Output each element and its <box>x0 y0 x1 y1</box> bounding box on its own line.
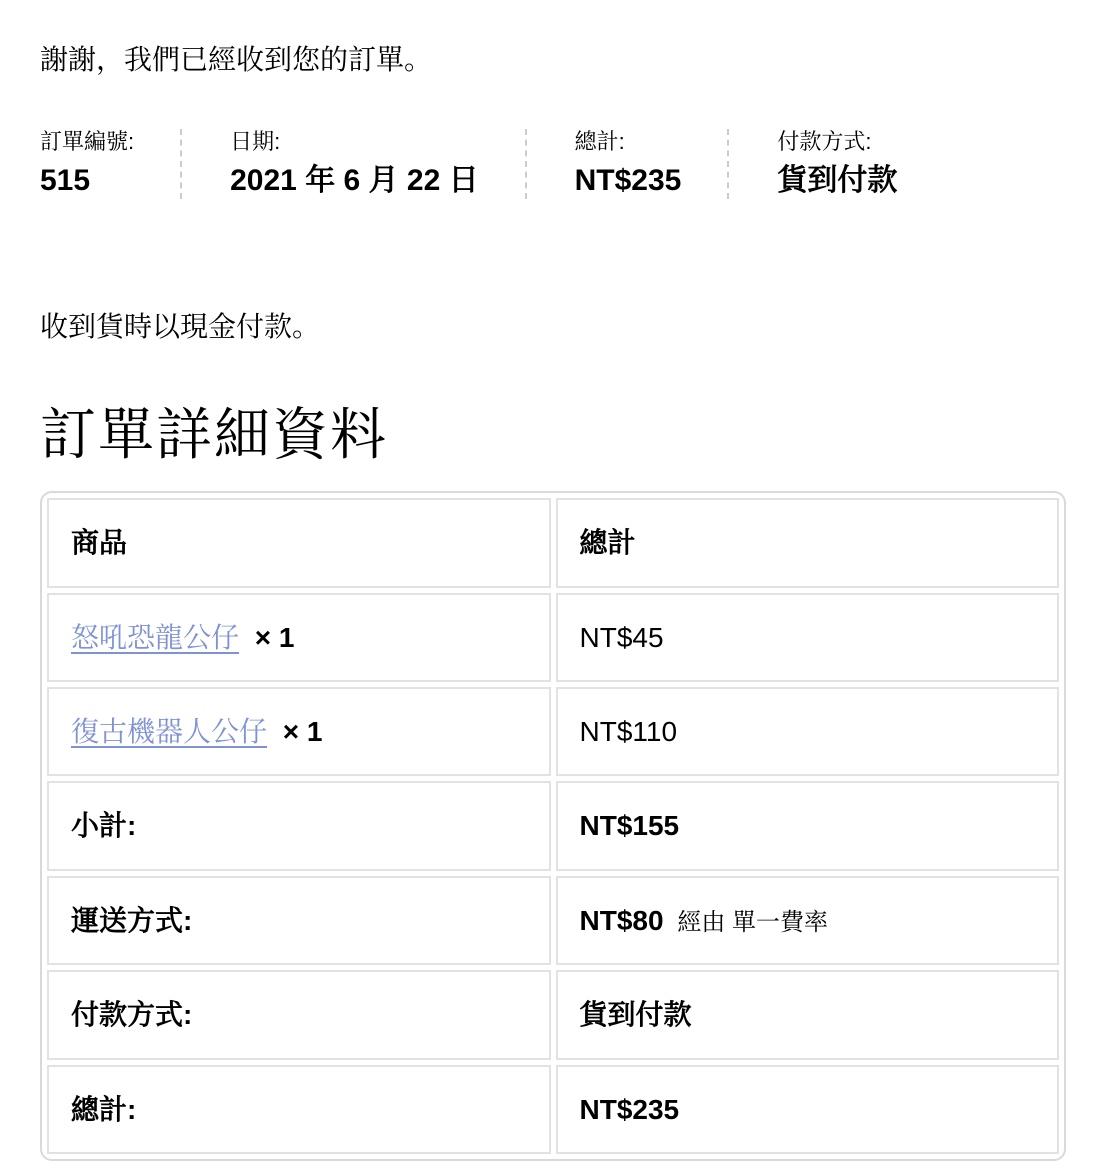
order-details-table <box>40 491 1066 1161</box>
shipping-value-cell <box>556 876 1060 965</box>
order-details-heading: 訂單詳細資料 <box>40 403 388 467</box>
total-value: NT$235 <box>574 164 682 198</box>
product-link[interactable]: 怒吼恐龍公仔 <box>71 621 240 653</box>
order-received-message: 謝謝，我們已經收到您的訂單。 <box>40 44 433 75</box>
shipping-value: NT$80 <box>579 904 664 936</box>
column-header-total: 總計 <box>556 498 1060 587</box>
order-overview <box>40 129 1066 199</box>
subtotal-value: NT$155 <box>579 810 680 842</box>
overview-payment-method <box>777 129 897 199</box>
product-cell <box>47 687 551 776</box>
product-row <box>47 593 1059 682</box>
date-label: 日期: <box>230 129 281 154</box>
table-header-row <box>47 498 1059 587</box>
payment-method-row-label: 付款方式: <box>47 970 551 1059</box>
overview-date <box>230 129 526 199</box>
product-quantity: × 1 <box>282 715 323 747</box>
product-total-cell: NT$110 <box>556 687 1060 776</box>
date-value: 2021 年 6 月 22 日 <box>230 164 479 198</box>
order-received-page <box>40 42 1066 1161</box>
order-total-value-cell <box>556 1065 1060 1154</box>
overview-order-number <box>40 129 182 199</box>
payment-method-value: 貨到付款 <box>777 164 898 198</box>
summary-row-payment-method <box>47 970 1059 1059</box>
payment-method-value-cell <box>556 970 1060 1059</box>
order-number-value: 515 <box>40 164 91 198</box>
summary-row-shipping <box>47 876 1059 965</box>
product-row <box>47 687 1059 776</box>
subtotal-label: 小計: <box>47 781 551 870</box>
total-label: 總計: <box>574 129 625 154</box>
order-total-label: 總計: <box>47 1065 551 1154</box>
order-total-value: NT$235 <box>579 1093 680 1125</box>
product-cell <box>47 593 551 682</box>
order-number-label: 訂單編號: <box>40 129 135 154</box>
payment-method-row-value: 貨到付款 <box>579 999 692 1031</box>
summary-row-total <box>47 1065 1059 1154</box>
payment-instruction-note: 收到貨時以現金付款。 <box>40 311 321 343</box>
product-quantity: × 1 <box>254 621 295 653</box>
subtotal-value-cell <box>556 781 1060 870</box>
product-link[interactable]: 復古機器人公仔 <box>71 715 268 747</box>
summary-row-subtotal <box>47 781 1059 870</box>
shipping-method-suffix: 經由 單一費率 <box>677 908 828 936</box>
payment-method-label: 付款方式: <box>777 129 872 154</box>
column-header-product: 商品 <box>47 498 551 587</box>
shipping-label: 運送方式: <box>47 876 551 965</box>
overview-total <box>575 129 730 199</box>
product-total-cell: NT$45 <box>556 593 1060 682</box>
